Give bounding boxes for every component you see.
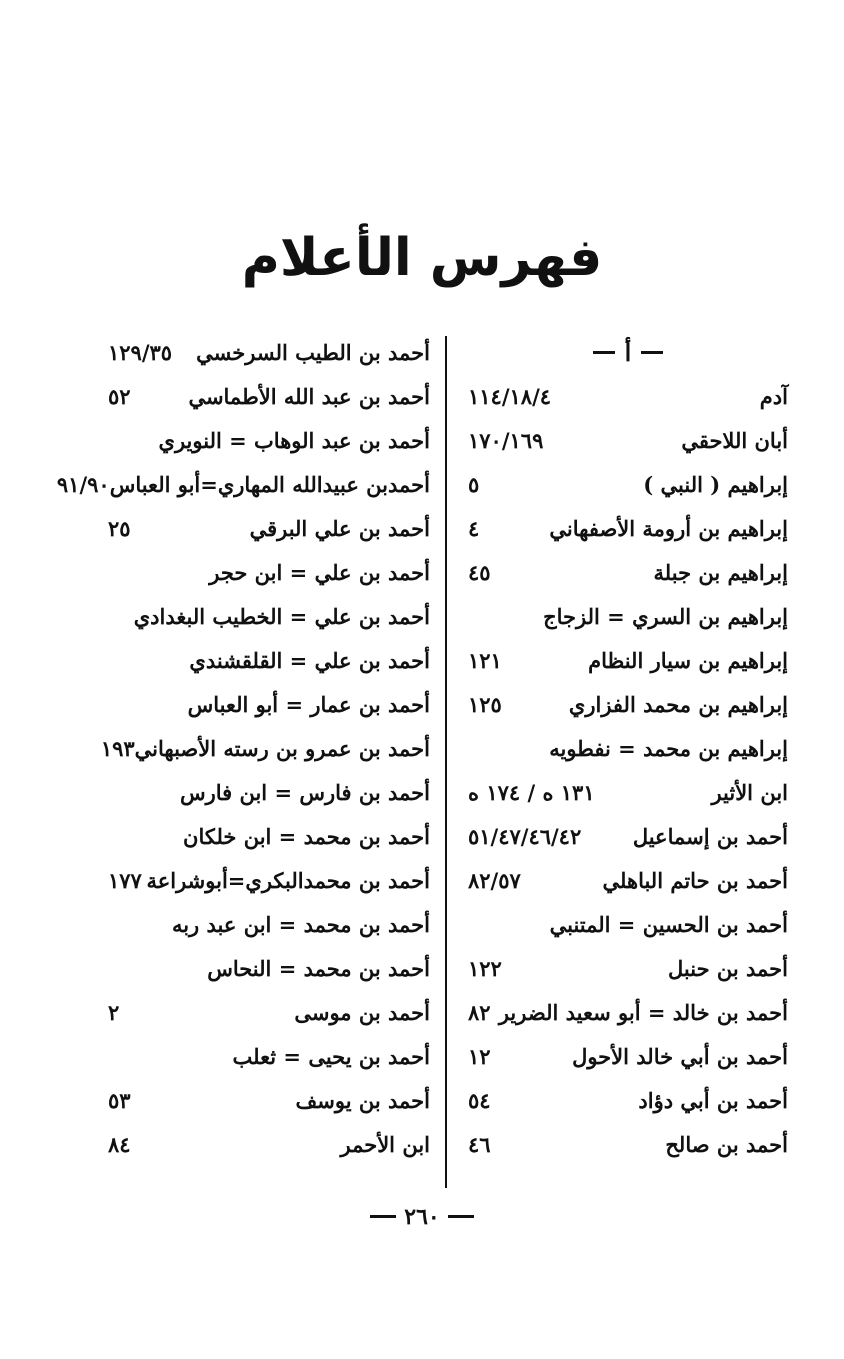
index-entry [108,638,430,682]
entry-pages: ٨٢ [468,999,491,1025]
entry-name: إبراهيم بن محمد الفزاري [568,691,788,717]
entry-name: أحمد بن الحسين = المتنبي [549,911,788,937]
entry-name: أحمد بن حاتم الباهلي [602,867,788,893]
index-entry [468,462,788,506]
entry-pages: ٤ [468,515,480,541]
index-entry [468,506,788,550]
entry-pages: ١٢٥ [468,691,502,717]
index-entry [468,418,788,462]
entry-name: أحمد بن محمدالبكري=أبوشراعة [146,867,430,893]
entry-name: أحمد بن فارس = ابن فارس [179,779,430,805]
index-entry [468,946,788,990]
index-entry [468,814,788,858]
index-entry [56,462,430,506]
entry-name: ابن الأحمر [340,1131,430,1157]
entry-name: أحمد بن يوسف [295,1087,430,1113]
entry-name: أحمد بن عبد الوهاب = النويري [158,427,430,453]
entry-name: أحمد بن علي = القلقشندي [189,647,430,673]
index-entry [468,374,788,418]
index-entry [468,682,788,726]
entry-pages: ٩١/٩٠ [56,471,110,497]
entry-name: أحمد بن محمد = ابن خلكان [183,823,430,849]
index-entry [108,990,430,1034]
entry-name: آدم [759,383,788,409]
entry-name: أحمد بن عبد الله الأطماسي [188,383,430,409]
entry-pages: ٥٢ [108,383,131,409]
entry-pages: ١٢٩/٣٥ [108,339,173,365]
entry-pages: ١١٤/١٨/٤ [468,383,552,409]
index-entry [108,550,430,594]
index-entry [108,330,430,374]
index-entry [100,726,430,770]
entry-name: ابن الأثير [711,779,788,805]
entry-name: أحمد بن الطيب السرخسي [196,339,430,365]
dash-left [641,351,663,354]
entry-pages: ٢ [108,999,120,1025]
dash-right [593,351,615,354]
index-entry [108,946,430,990]
right-column [468,330,788,1166]
index-entry [468,726,788,770]
entry-pages: ١٣١ ه / ١٧٤ ه [468,779,595,805]
index-entry [468,990,788,1034]
entry-pages: ١٧٠/١٦٩ [468,427,544,453]
entry-name: إبراهيم ( النبي ) [643,471,788,497]
entry-pages: ١٢٢ [468,955,502,981]
entry-name: أحمد بن محمد = النحاس [207,955,430,981]
entry-pages: ٥٣ [108,1087,131,1113]
entry-name: أحمد بن أبي خالد الأحول [572,1043,788,1069]
entry-name: أحمد بن صالح [665,1131,788,1157]
entry-pages: ٨٤ [108,1131,131,1157]
entry-name: أحمد بن محمد = ابن عبد ربه [171,911,430,937]
page-number-footer [0,1198,844,1230]
entry-pages: ١٢ [468,1043,491,1069]
entry-name: أحمد بن علي = الخطيب البغدادي [133,603,430,629]
index-entry [108,814,430,858]
entry-name: أحمد بن علي البرقي [249,515,430,541]
index-entry [468,858,788,902]
entry-pages: ٨٢/٥٧ [468,867,521,893]
index-entry [108,770,430,814]
index-entry [108,1034,430,1078]
index-entry [468,1122,788,1166]
entry-pages: ٥ [468,471,480,497]
index-entry [108,1122,430,1166]
left-entry-list [56,330,430,1166]
entry-name: أحمد بن موسى [294,999,430,1025]
entry-name: أحمد بن عمار = أبو العباس [187,691,430,717]
entry-name: إبراهيم بن سيار النظام [588,647,788,673]
entry-name: أحمد بن يحيى = ثعلب [232,1043,430,1069]
entry-pages: ١٩٣ [100,735,135,761]
entry-name: إبراهيم بن محمد = نفطويه [549,735,788,761]
index-entry [468,550,788,594]
index-entry [108,506,430,550]
entry-pages: ٤٥ [468,559,491,585]
entry-pages: ٥٤ [468,1087,491,1113]
index-entry [468,902,788,946]
right-entry-list [468,374,788,1166]
entry-name: أحمد بن إسماعيل [632,823,788,849]
entry-name: أحمدبن عبيدالله المهاري=أبو العباس [109,471,430,497]
column-divider [445,336,447,1188]
index-entry [108,1078,430,1122]
section-heading [468,330,788,374]
entry-name: إبراهيم بن جبلة [653,559,788,585]
index-entry [108,902,430,946]
entry-pages: ٥١/٤٧/٤٦/٤٢ [468,823,582,849]
entry-name: أحمد بن عمرو بن رسته الأصبهاني [134,735,430,761]
entry-name: أحمد بن علي = ابن حجر [209,559,430,585]
entry-name: إبراهيم بن السري = الزجاج [543,603,788,629]
entry-pages: ١٧٧ [108,867,142,893]
index-entry [468,770,788,814]
index-entry [468,1078,788,1122]
entry-pages: ١٢١ [468,647,502,673]
entry-name: إبراهيم بن أرومة الأصفهاني [549,515,788,541]
page-title: فهرس الأعلام [241,228,603,288]
entry-pages: ٤٦ [468,1131,491,1157]
index-entry [468,1034,788,1078]
index-entry [108,682,430,726]
page-number: ٢٦٠ [404,1203,440,1230]
page-number-dash-left [448,1215,474,1218]
index-entry [108,594,430,638]
entry-pages: ٢٥ [108,515,131,541]
index-entry [108,374,430,418]
entry-name: أبان اللاحقي [681,427,788,453]
left-column [56,330,430,1166]
index-entry [468,638,788,682]
entry-name: أحمد بن حنبل [668,955,788,981]
entry-name: أحمد بن خالد = أبو سعيد الضرير [498,999,788,1025]
entry-name: أحمد بن أبي دؤاد [638,1087,788,1113]
page-number-dash-right [370,1215,396,1218]
index-entry [468,594,788,638]
section-letter: أ [624,337,632,367]
index-entry [108,418,430,462]
index-entry [108,858,430,902]
